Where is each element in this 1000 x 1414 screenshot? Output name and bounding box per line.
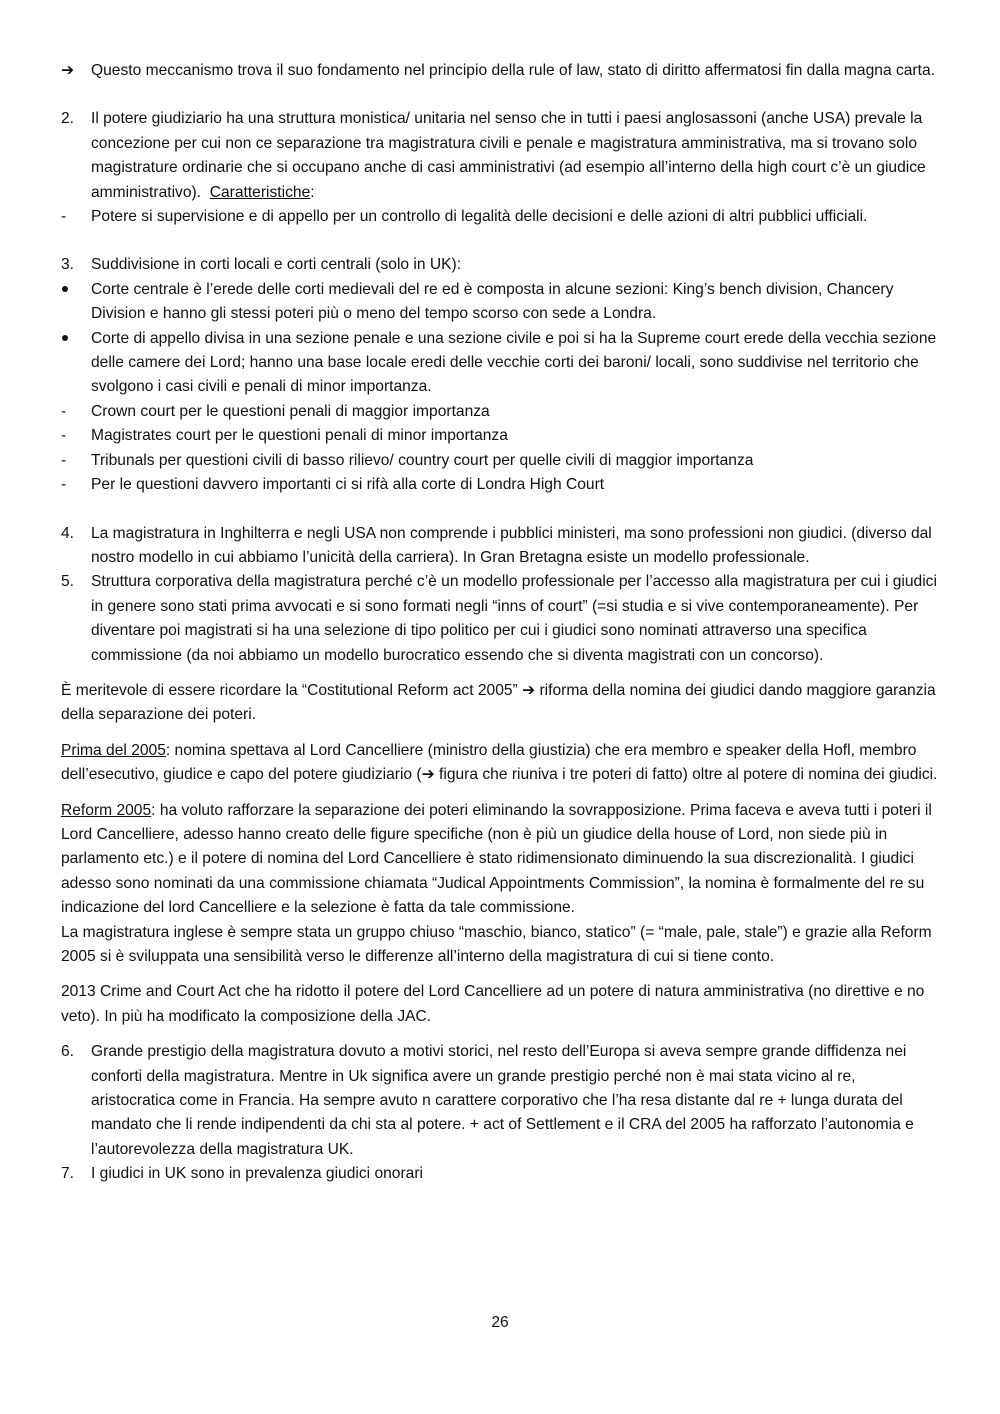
dash-text: Per le questioni davvero importanti ci si rifà alla corte di Londra High Court — [91, 476, 605, 494]
dash-marker: - — [61, 427, 67, 445]
arrow-list-item — [61, 59, 941, 83]
dash-item — [61, 473, 941, 497]
list-number: 4. — [61, 524, 75, 542]
list-number: 2. — [61, 110, 75, 128]
right-arrow-icon: ➔ — [421, 766, 435, 784]
page-number: 26 — [491, 1314, 509, 1331]
crime-court-act-text: 2013 Crime and Court Act che ha ridotto il potere del Lord Cancelliere ad un potere di natura amministrativa (no direttive e no veto). In più ha modificato la composizione della JAC. — [61, 983, 925, 1025]
dash-text: Crown court per le questioni penali di maggior importanza — [91, 402, 490, 420]
dash-text: Tribunals per questioni civili di basso rilievo/ country court per quelle civili di maggior importanza — [91, 451, 754, 469]
paragraph-2013 — [61, 980, 941, 1029]
paragraph-reform-act — [61, 679, 941, 728]
dash-item — [61, 449, 941, 473]
prima-text-before: : nomina spettava al Lord Cancelliere (ministro della giustizia) che era membro e speaker della Hofl, membro dell’esecutivo, giudice e capo del potere giudiziario ( — [61, 741, 917, 784]
paragraph-reform-2005 — [61, 799, 941, 921]
item-2-text: Il potere giudiziario ha una struttura monistica/ unitaria nel senso che in tutti i paesi anglosassoni (anche USA) prevale la concezione per cui non ce separazione tra magistratura civili e penale e magistratura amministrativa, ma si trovano solo magistrature ordinarie che si occupano anche di casi amministrativi (ad esempio all’interno della high court c’è un giudice amministrativo). — [91, 110, 926, 201]
list-number: 7. — [61, 1165, 75, 1183]
magistratura-inglese-text: La magistratura inglese è sempre stata un gruppo chiuso “maschio, bianco, statico” (= “male, pale, stale”) e grazie alla Reform 2005 si è sviluppata una sensibilità verso le differenze all’interno della magistratura di cui si tiene conto. — [61, 923, 932, 965]
list-number: 5. — [61, 573, 75, 591]
dash-marker: - — [61, 402, 67, 420]
bullet-item — [61, 278, 941, 327]
dash-marker: - — [61, 208, 67, 226]
prima-label: Prima del 2005 — [61, 741, 166, 759]
right-arrow-icon: ➔ — [61, 62, 75, 79]
list-item-3 — [61, 253, 941, 277]
document-page — [61, 59, 941, 1187]
reform-text-after: riforma della nomina dei giudici dando maggiore garanzia della separazione dei poteri. — [61, 681, 936, 724]
dash-text: Magistrates court per le questioni penali di minor importanza — [91, 427, 508, 445]
dash-item — [61, 400, 941, 424]
dash-item — [61, 205, 941, 229]
list-item-4 — [61, 522, 941, 571]
item-6-text: Grande prestigio della magistratura dovuto a motivi storici, nel resto dell’Europa si aveva sempre grande diffidenza nei conforti della magistratura. Mentre in Uk significa avere un grande prestigio perché non è mai stata vicino al re, aristocratica come in Francia. Ha sempre avuto n carattere corporativo che l’ha resa distante dal re + lunga durata del mandato che li rende indipendenti da chi sta al potere. + act of Settlement e il CRA del 2005 ha rafforzato l’autonomia e l’autorevolezza della magistratura UK. — [91, 1043, 914, 1158]
list-item-5 — [61, 570, 941, 668]
bullet-text: Corte centrale è l’erede delle corti medievali del re ed è composta in alcune sezioni: King’s bench division, Chancery Division e hanno gli stessi poteri più o meno del tempo scorso con sede a Londra. — [91, 280, 894, 323]
bullet-dot-icon — [61, 327, 89, 351]
item-2-sub-text: Potere si supervisione e di appello per un controllo di legalità delle decisioni e delle azioni di altri pubblici ufficiali. — [91, 208, 868, 226]
item-2-colon: : — [310, 183, 315, 201]
list-item-6 — [61, 1040, 941, 1162]
list-item-2 — [61, 107, 941, 205]
list-item-7 — [61, 1162, 941, 1186]
list-number: 6. — [61, 1043, 75, 1061]
reform-text-before: È meritevole di essere ricordare la “Costitutional Reform act 2005” — [61, 681, 523, 699]
paragraph-prima-2005 — [61, 739, 941, 788]
reform-2005-label: Reform 2005 — [61, 801, 152, 819]
prima-text-after: figura che riuniva i tre poteri di fatto) oltre al potere di nomina dei giudici. — [434, 766, 938, 784]
bullet-item — [61, 327, 941, 400]
item-5-text: Struttura corporativa della magistratura perché c’è un modello professionale per l’accesso alla magistratura per cui i giudici in genere sono stati prima avvocati e si sono formati negli “inns of court” (=si studia e si vive contemporaneamente). Per diventare poi magistrati si ha una selezione di tipo politico per cui i giudici sono nominati attraverso una specifica commissione (da noi abbiamo un modello burocratico essendo che si diventa magistrati con un concorso). — [91, 573, 937, 664]
item-4-text: La magistratura in Inghilterra e negli USA non comprende i pubblici ministeri, ma sono professioni non giudici. (diverso dal nostro modello in cui abbiamo l’unicità della carriera). In Gran Bretagna esiste un modello professionale. — [91, 524, 932, 566]
dash-item — [61, 424, 941, 448]
item-3-text: Suddivisione in corti locali e corti centrali (solo in UK): — [91, 256, 462, 274]
item-7-text: I giudici in UK sono in prevalenza giudici onorari — [91, 1165, 423, 1183]
reform-2005-text: : ha voluto rafforzare la separazione dei poteri eliminando la sovrapposizione. Prima faceva e aveva tutti i poteri il Lord Cancelliere, adesso hanno creato delle figure specifiche (non è più un giudice della house of Lord, non siede più in parlamento etc.) e il potere di nomina del Lord Cancelliere è stato ridimensionato diminuendo la sua discrezionalità. I giudici adesso sono nominati da una commissione chiamata “Judical Appointments Commission”, la nomina è formalmente del re su indicazione del lord Cancelliere e la selezione è fatta da tale commissione. — [61, 801, 932, 917]
dash-marker: - — [61, 451, 67, 469]
bullet-text: Corte di appello divisa in una sezione penale e una sezione civile e poi si ha la Supreme court erede della vecchia sezione delle camere dei Lord; hanno una base locale eredi delle vecchie corti dei baroni/ locali, sono suddivise nel territorio che svolgono i casi civili e penali di minor importanza. — [91, 329, 937, 396]
item-2-underline: Caratteristiche — [209, 183, 311, 201]
bullet-dot-icon — [61, 278, 89, 302]
dash-marker: - — [61, 476, 67, 494]
paragraph-magistratura-inglese — [61, 921, 941, 970]
right-arrow-icon: ➔ — [522, 681, 536, 699]
arrow-item-text: Questo meccanismo trova il suo fondamento nel principio della rule of law, stato di diritto affermatosi fin dalla magna carta. — [91, 62, 935, 79]
list-number: 3. — [61, 256, 75, 274]
